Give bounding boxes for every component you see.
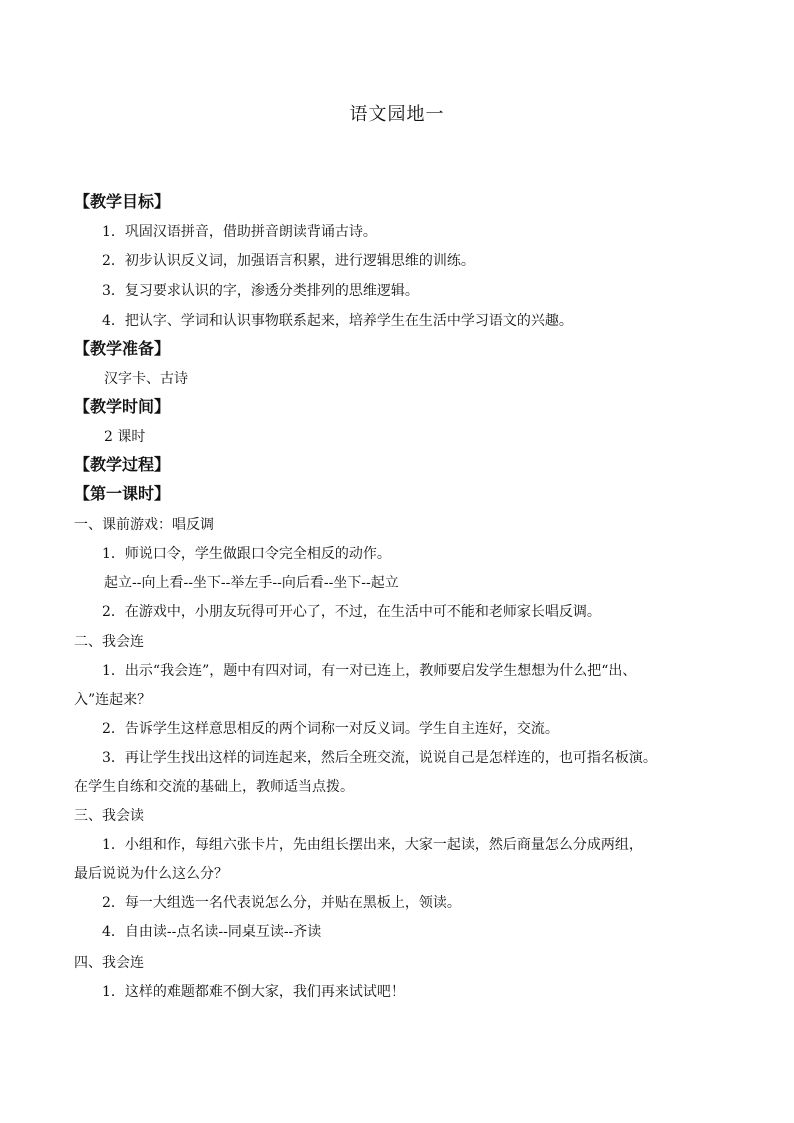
section-title: 四、我会连 [74,955,144,971]
paragraph-line: 最后说说为什么这么分？ [74,866,228,882]
section-title: 一、课前游戏：唱反调 [74,517,214,533]
section-title: 二、我会连 [74,634,144,650]
document-title: 语文园地一 [349,104,445,125]
goals-heading: 【教学目标】 [74,192,171,211]
process-heading: 【教学过程】 [74,455,171,474]
paragraph-line: 2．每一大组选一名代表说怎么分，并贴在黑板上，领读。 [102,895,461,911]
time-heading: 【教学时间】 [74,397,171,416]
goal-item: 2．初步认识反义词，加强语言积累，进行逻辑思维的训练。 [102,253,475,269]
time-text: 2 课时 [104,429,146,445]
paragraph-line: 1．出示“我会连”，题中有四对词，有一对已连上，教师要启发学生想想为什么把“出、 [102,663,637,679]
paragraph-line: 2．在游戏中，小朋友玩得可开心了，不过，在生活中可不能和老师家长唱反调。 [102,604,601,620]
section-title: 三、我会读 [74,808,144,824]
lesson1-heading: 【第一课时】 [74,484,171,503]
goal-item: 3．复习要求认识的字，渗透分类排列的思维逻辑。 [102,283,419,299]
paragraph-line: 2．告诉学生这样意思相反的两个词称一对反义词。学生自主连好，交流。 [102,721,559,737]
goal-item: 1．巩固汉语拼音，借助拼音朗读背诵古诗。 [102,224,377,240]
goal-item: 4．把认字、学词和认识事物联系起来，培养学生在生活中学习语文的兴趣。 [102,313,573,329]
paragraph-line: 1．师说口令，学生做跟口令完全相反的动作。 [102,546,391,562]
paragraph-line: 在学生自练和交流的基础上，教师适当点拨。 [74,779,354,795]
prep-text: 汉字卡、古诗 [104,371,188,387]
paragraph-line: 4．自由读--点名读--同桌互读--齐读 [102,924,322,940]
paragraph-line: 入”连起来？ [74,692,152,708]
paragraph-line: 起立--向上看--坐下--举左手--向后看--坐下--起立 [104,575,399,591]
paragraph-line: 1．小组和作，每组六张卡片，先由组长摆出来，大家一起读，然后商量怎么分成两组， [102,837,643,853]
paragraph-line: 1．这样的难题都难不倒大家，我们再来试试吧！ [102,984,405,1000]
prep-heading: 【教学准备】 [74,339,171,358]
paragraph-line: 3．再让学生找出这样的词连起来，然后全班交流，说说自己是怎样连的，也可指名板演。 [102,750,657,766]
